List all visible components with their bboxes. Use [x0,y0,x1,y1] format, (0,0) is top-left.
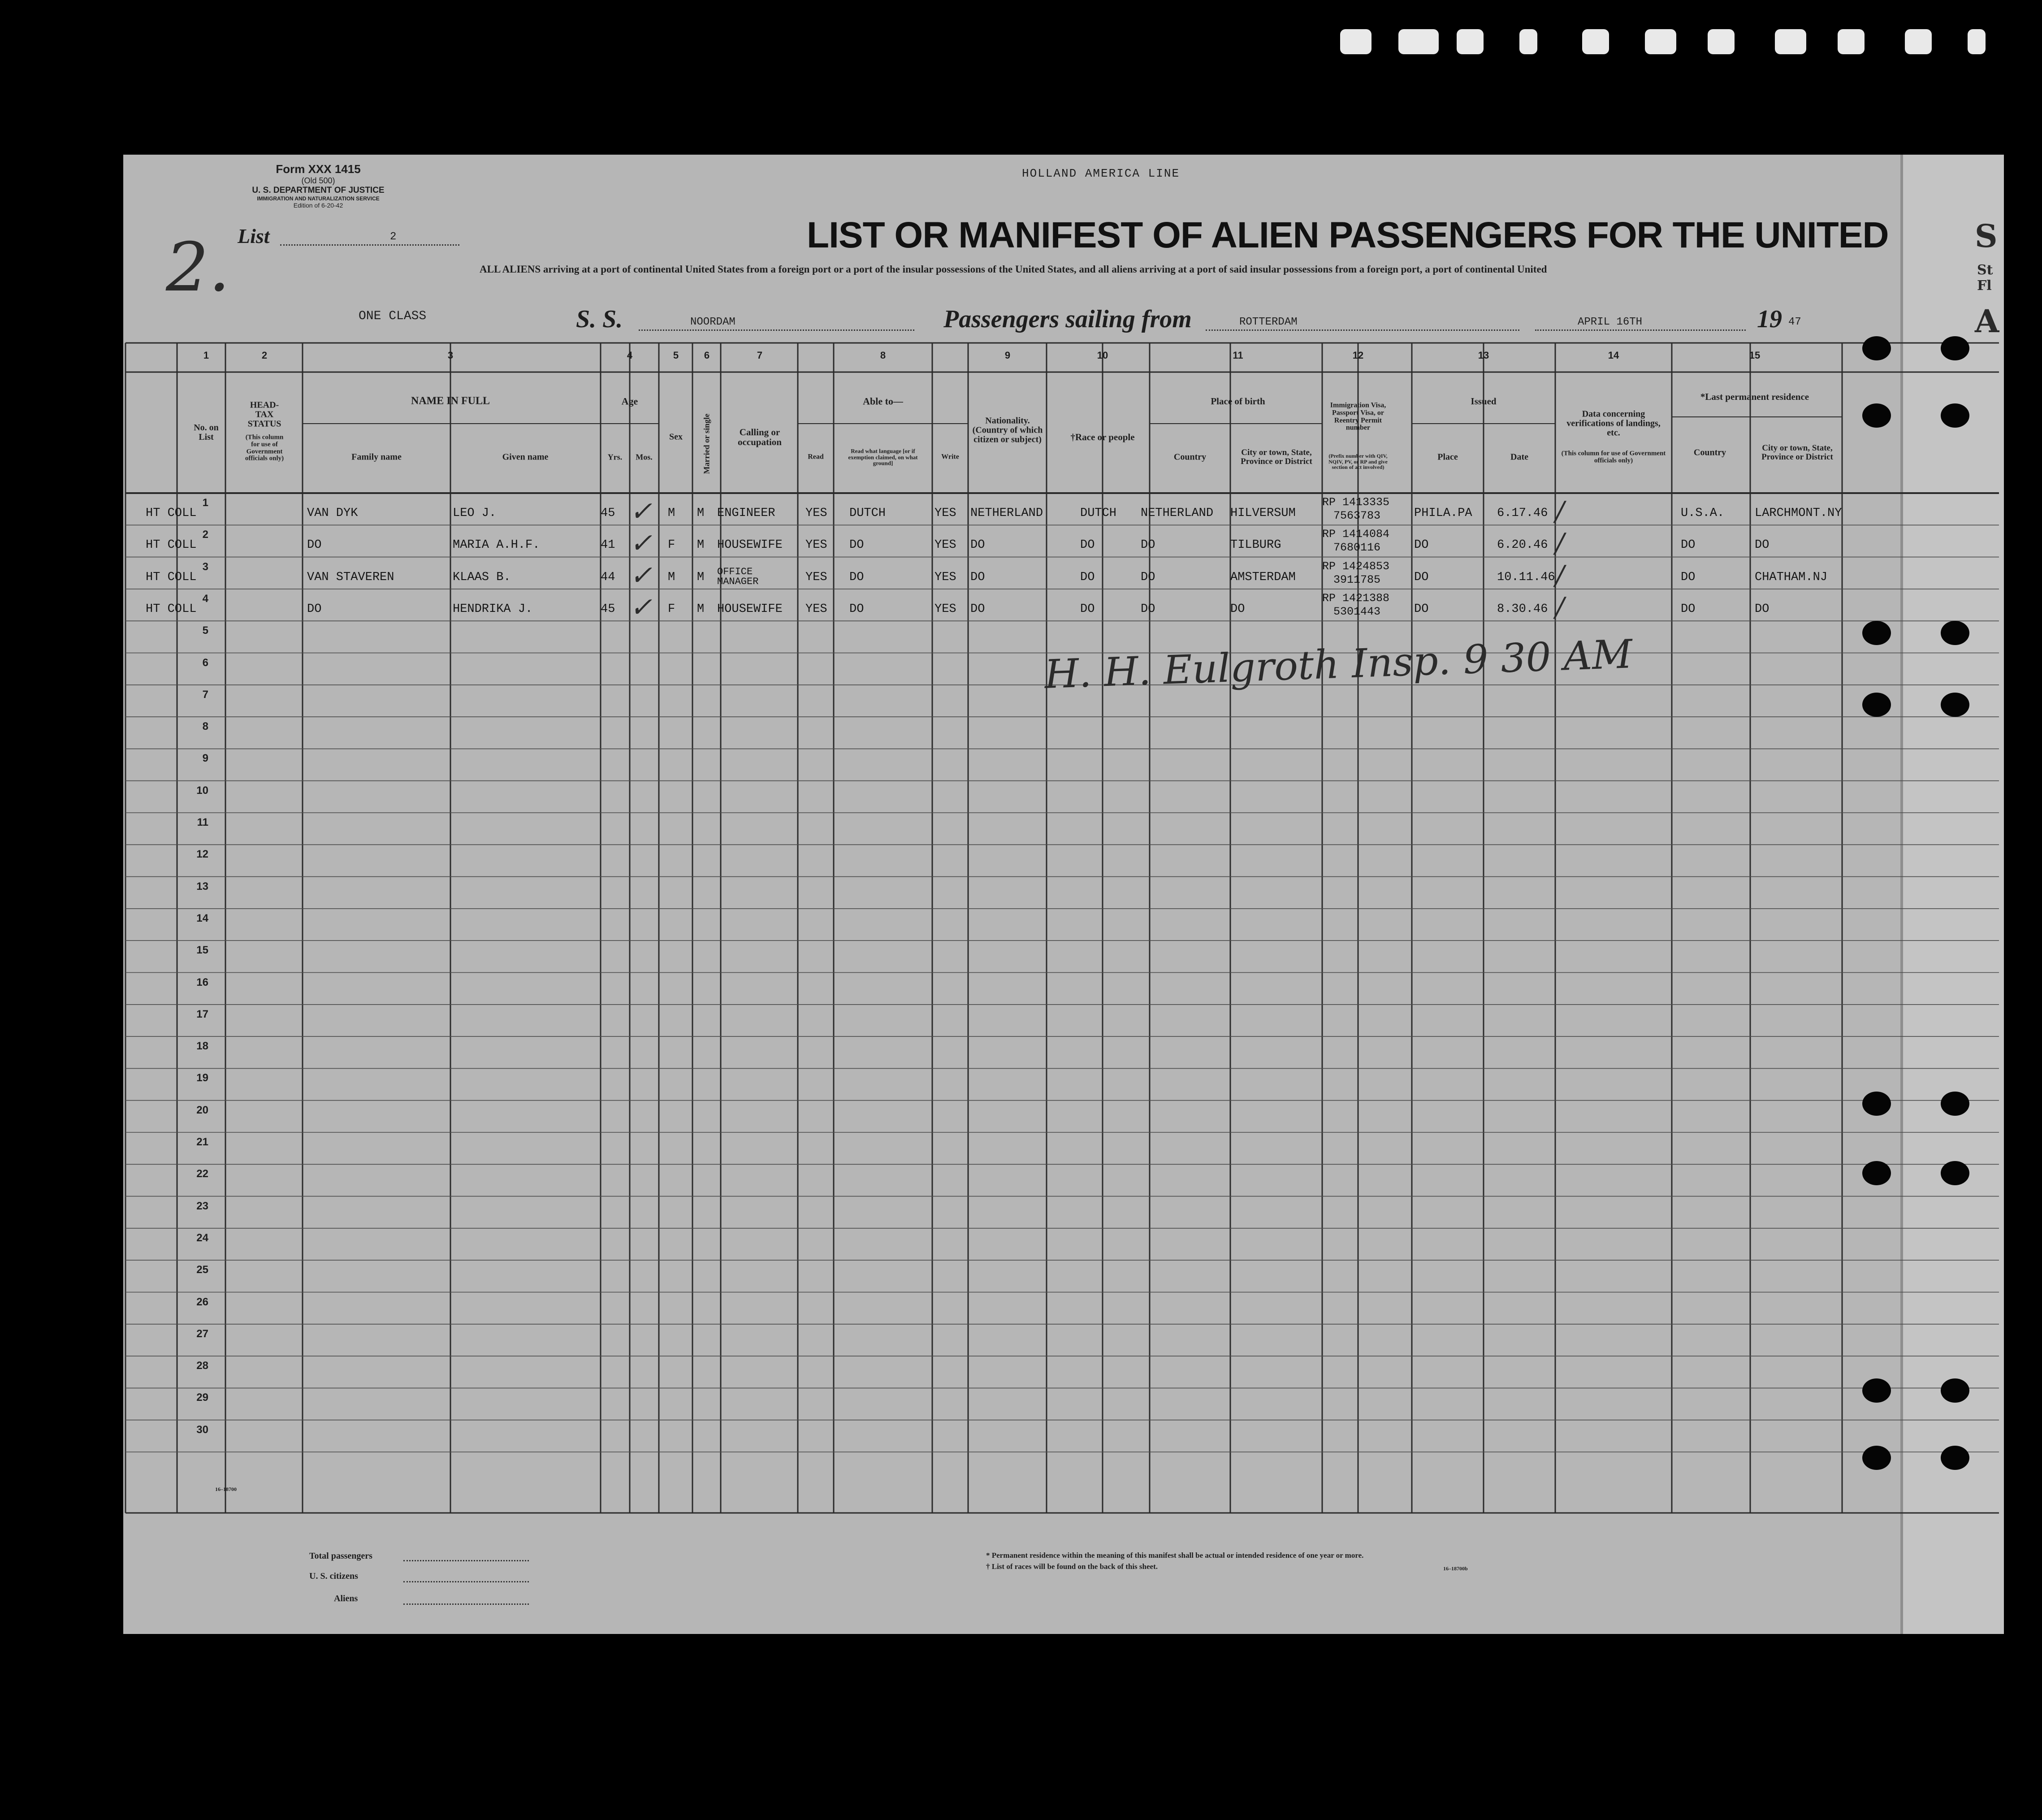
cell-tax: HT COLL [146,538,197,552]
punch-hole [1941,1092,1969,1116]
cell-race: DUTCH [1080,507,1117,520]
port-name: ROTTERDAM [1239,316,1298,328]
column-header-city: City or town, State, Province or District [1241,448,1312,466]
column-number: 2 [261,350,268,361]
column-number: 11 [1233,350,1243,361]
cell-issued-date: 10.11.46 [1497,570,1555,584]
form-number: Form XXX 1415 [276,162,361,176]
manifest-sheet [123,155,2001,1634]
film-edge-mark [1398,29,1439,54]
cell-res-country: U.S.A. [1681,507,1725,520]
footer-code: 16–18700b [1443,1565,1468,1572]
cell-nationality: DO [970,570,985,584]
cell-visa-prefix: RP 1424853 [1322,559,1390,573]
film-edge-marks [1322,25,2021,61]
punch-hole [1941,336,1969,360]
column-number: 14 [1608,350,1619,361]
column-header-name-in-full: NAME IN FULL [411,395,490,407]
cell-language: DUTCH [849,507,886,520]
row-number: 15 [196,944,208,957]
column-header-date: Date [1510,452,1528,462]
cell-birth-city: AMSTERDAM [1230,570,1296,584]
row-number: 4 [202,592,208,605]
cell-sex: M [668,507,675,520]
ship-name: NOORDAM [690,316,735,328]
film-edge-mark [1968,29,1986,54]
port-underline [1206,329,1519,331]
punch-hole [1862,693,1891,717]
cell-language: DO [849,538,864,552]
row-number: 10 [196,784,208,797]
cell-issued-place: DO [1414,570,1429,584]
row-number: 23 [196,1200,208,1212]
punch-hole [1862,1161,1891,1185]
row-number: 6 [202,656,208,669]
cell-given: KLAAS B. [453,570,511,584]
cell-yrs: 45 [601,507,615,520]
handwritten-page-number: 2. [166,229,230,307]
row-number: 30 [196,1423,208,1436]
punch-hole [1862,621,1891,645]
cell-sex: F [668,602,675,616]
cell-language: DO [849,570,864,584]
cell-tax: HT COLL [146,507,197,520]
cell-nationality: NETHERLAND [970,507,1043,520]
cell-visa-prefix: RP 1414084 [1322,528,1390,541]
column-number: 15 [1749,350,1761,361]
film-edge-mark [1775,29,1806,54]
column-number: 4 [627,350,633,361]
column-header-last-residence: *Last permanent residence [1700,391,1809,402]
column-header-data-concerning: Data concerning verifications of landings, etc. [1566,409,1661,438]
cell-race: DO [1080,570,1095,584]
cell-sex: F [668,538,675,552]
department: U. S. DEPARTMENT OF JUSTICE [252,186,385,195]
cell-occupation: HOUSEWIFE [717,602,783,616]
column-number: 6 [704,350,710,361]
cell-visa-number: 5301443 [1333,605,1381,618]
cell-visa-number: 3911785 [1333,573,1381,586]
edition: Edition of 6-20-42 [293,202,343,209]
cell-write: YES [934,602,956,616]
cell-write: YES [934,538,956,552]
cell-family: DO [307,602,322,616]
cell-issued-place: PHILA.PA [1414,507,1472,520]
row-number: 19 [196,1072,208,1084]
column-header-read: Read [808,453,824,461]
cell-birth-city: TILBURG [1230,538,1281,552]
punch-hole [1862,1378,1891,1403]
footer-note-1: * Permanent residence within the meaning of this manifest shall be actual or intended residence of one year or more. [986,1551,1364,1560]
cell-res-country: DO [1681,602,1696,616]
row-number: 2 [202,529,208,541]
column-header-write: Write [941,453,959,461]
column-number: 9 [1004,350,1011,361]
cell-issued-place: DO [1414,538,1429,552]
ship-underline [639,329,914,331]
cell-birth-city: HILVERSUM [1230,507,1296,520]
cell-read: YES [805,602,827,616]
inspector-signature: H. H. Eulgroth Insp. 9 30 AM [1043,631,1633,698]
film-edge-mark [1457,29,1484,54]
punch-hole [1941,1378,1969,1403]
cell-tax: HT COLL [146,570,197,584]
column-header-issued: Issued [1471,395,1497,407]
cell-res-city: CHATHAM.NJ [1755,570,1828,584]
row-number: 20 [196,1104,208,1116]
row-number: 21 [196,1136,208,1148]
class-label: ONE CLASS [359,309,427,323]
cell-married: M [697,538,705,552]
adjacent-letter: S [1975,217,1998,255]
cell-occupation: OFFICE MANAGER [717,566,759,587]
cell-nationality: DO [970,538,985,552]
column-header-nationality: Nationality. (Country of which citizen or subject) [972,416,1043,445]
check-mark: ✓ [630,559,653,591]
punch-hole [1862,1092,1891,1116]
cell-write: YES [934,570,956,584]
punch-hole [1862,403,1891,428]
cell-yrs: 41 [601,538,615,552]
cell-issued-place: DO [1414,602,1429,616]
slash-mark: / [1555,591,1565,623]
column-header-data-note: (This column for use of Government officials only) [1561,450,1666,464]
column-header-mos: Mos. [636,452,653,462]
row-number: 5 [202,624,208,637]
film-edge-mark [1708,29,1735,54]
row-number: 7 [202,688,208,701]
ship-prefix: S. S. [576,305,623,333]
column-header-able-to: Able to— [863,395,903,407]
cell-res-country: DO [1681,538,1696,552]
year-suffix: 47 [1788,316,1801,328]
column-header-yrs: Yrs. [607,452,623,462]
column-header-visa-note: (Prefix number with QIV, NQIV, PV, or RP and give section of act involved) [1328,453,1388,471]
row-number: 8 [202,720,208,733]
cell-birth-city: DO [1230,602,1245,616]
column-header-calling: Calling or occupation [737,426,782,447]
cell-birth-country: DO [1141,570,1155,584]
cell-read: YES [805,570,827,584]
punch-hole [1862,1446,1891,1470]
cell-given: LEO J. [453,507,497,520]
column-number: 12 [1352,350,1364,361]
cell-given: HENDRIKA J. [453,602,533,616]
column-header-visa: Immigration Visa, Passport Visa, or Reentry Permit number [1330,401,1386,432]
film-edge-mark [1519,29,1537,54]
cell-res-city: LARCHMONT.NY [1755,507,1842,520]
list-label: List [238,225,270,247]
footer-citizens-label: U. S. citizens [309,1571,358,1581]
column-header-read-lang: Read what language [or if exemption claimed, on what ground] [848,447,918,467]
manifest-title: LIST OR MANIFEST OF ALIEN PASSENGERS FOR THE UNITED [807,215,1889,256]
citizens-line [403,1581,529,1582]
film-edge-mark [1905,29,1932,54]
cell-married: M [697,507,705,520]
film-edge-mark [1582,29,1609,54]
cell-nationality: DO [970,602,985,616]
sailing-label: Passengers sailing from [943,305,1192,333]
row-number: 27 [196,1327,208,1340]
film-edge-mark [1645,29,1676,54]
film-edge-mark [1340,29,1371,54]
column-number: 7 [757,350,763,361]
column-header-family-name: Family name [351,452,402,462]
film-edge-mark [1838,29,1865,54]
cell-visa-prefix: RP 1421388 [1322,591,1390,605]
column-header-race: †Race or people [1070,431,1135,442]
column-header-country: Country [1173,452,1207,462]
cell-visa-number: 7563783 [1333,509,1381,522]
sailing-date: APRIL 16TH [1578,316,1643,328]
row-number: 29 [196,1391,208,1404]
column-number: 8 [880,350,886,361]
row-number: 24 [196,1231,208,1244]
cell-read: YES [805,538,827,552]
cell-birth-country: NETHERLAND [1141,507,1214,520]
cell-family: VAN DYK [307,507,358,520]
column-number: 10 [1097,350,1108,361]
row-number: 16 [196,976,208,988]
punch-hole [1941,621,1969,645]
cell-occupation: ENGINEER [717,507,775,520]
form-id-block [233,162,403,209]
row-number: 1 [202,497,208,509]
column-number: 5 [673,350,679,361]
footer-note-2: † List of races will be found on the back of this sheet. [986,1562,1158,1571]
list-underline [280,244,459,246]
cell-race: DO [1080,538,1095,552]
cell-occupation: HOUSEWIFE [717,538,783,552]
total-line [403,1560,529,1561]
cell-res-country: DO [1681,570,1696,584]
check-mark: ✓ [630,591,653,623]
form-old-number: (Old 500) [301,176,335,185]
cell-given: MARIA A.H.F. [453,538,540,552]
cell-issued-date: 6.20.46 [1497,538,1548,552]
check-mark: ✓ [630,528,653,559]
row-number: 25 [196,1264,208,1276]
cell-issued-date: 6.17.46 [1497,507,1548,520]
adjacent-letter: A [1975,303,1999,340]
row-number: 3 [202,560,208,573]
adjacent-page-edge [1900,155,2004,1634]
check-mark: ✓ [630,496,653,527]
cell-family: DO [307,538,322,552]
cell-family: VAN STAVEREN [307,570,394,584]
cell-yrs: 45 [601,602,615,616]
adjacent-letter: Fl [1977,278,1992,294]
cell-tax: HT COLL [146,602,197,616]
cell-res-city: DO [1755,602,1769,616]
column-header-sex: Sex [669,432,683,442]
line-name: HOLLAND AMERICA LINE [1022,167,1180,180]
aliens-line [403,1603,529,1605]
year-prefix: 19 [1757,305,1782,333]
manifest-subtitle: ALL ALIENS arriving at a port of continental United States from a foreign port or a port of the insular possessions of the United States, and all aliens arriving at a port of said insular possessions from a foreign port, a port of continental United [480,264,1547,275]
cell-birth-country: DO [1141,602,1155,616]
column-header-place: Place [1437,452,1458,462]
column-header-head-tax-note: (This column for use of Government officials only) [245,433,284,462]
column-number: 13 [1478,350,1489,361]
punch-hole [1862,336,1891,360]
adjacent-letter: St [1977,262,1993,278]
cell-race: DO [1080,602,1095,616]
cell-visa-prefix: RP 1413335 [1322,496,1390,509]
column-header-head-tax: HEAD-TAX STATUS [247,400,281,429]
service: IMMIGRATION AND NATURALIZATION SERVICE [257,195,380,202]
cell-write: YES [934,507,956,520]
cell-sex: M [668,570,675,584]
date-underline [1535,329,1746,331]
column-header-res-city: City or town, State, Province or District [1761,443,1833,462]
cell-yrs: 44 [601,570,615,584]
slash-mark: / [1555,559,1565,591]
cell-visa-number: 7680116 [1333,541,1381,555]
row-number: 22 [196,1168,208,1180]
cell-issued-date: 8.30.46 [1497,602,1548,616]
cell-married: M [697,602,705,616]
column-header-no-on-list: No. on List [194,423,219,442]
footer-total-label: Total passengers [309,1551,372,1561]
row-number: 14 [196,912,208,924]
slash-mark: / [1555,496,1565,527]
punch-hole [1941,1161,1969,1185]
cell-read: YES [805,507,827,520]
row-number: 13 [196,880,208,893]
row-number: 18 [196,1040,208,1053]
footer-aliens-label: Aliens [334,1594,358,1603]
punch-hole [1941,403,1969,428]
row-number: 28 [196,1360,208,1372]
column-header-place-of-birth: Place of birth [1211,395,1265,407]
column-header-age: Age [621,395,638,407]
form-code: 16–18700 [215,1486,237,1492]
punch-hole [1941,1446,1969,1470]
row-number: 9 [202,752,208,765]
cell-language: DO [849,602,864,616]
row-number: 26 [196,1296,208,1308]
column-header-res-country: Country [1693,447,1726,458]
column-number: 3 [447,350,454,361]
cell-birth-country: DO [1141,538,1155,552]
column-header-given-name: Given name [502,452,549,462]
list-value: 2 [390,231,397,243]
row-number: 17 [196,1008,208,1020]
row-number: 12 [196,848,208,861]
column-number: 1 [203,350,209,361]
cell-res-city: DO [1755,538,1769,552]
row-number: 11 [197,816,208,828]
slash-mark: / [1555,528,1565,559]
column-header-married: Married or single [702,413,711,474]
punch-hole [1941,693,1969,717]
cell-married: M [697,570,705,584]
